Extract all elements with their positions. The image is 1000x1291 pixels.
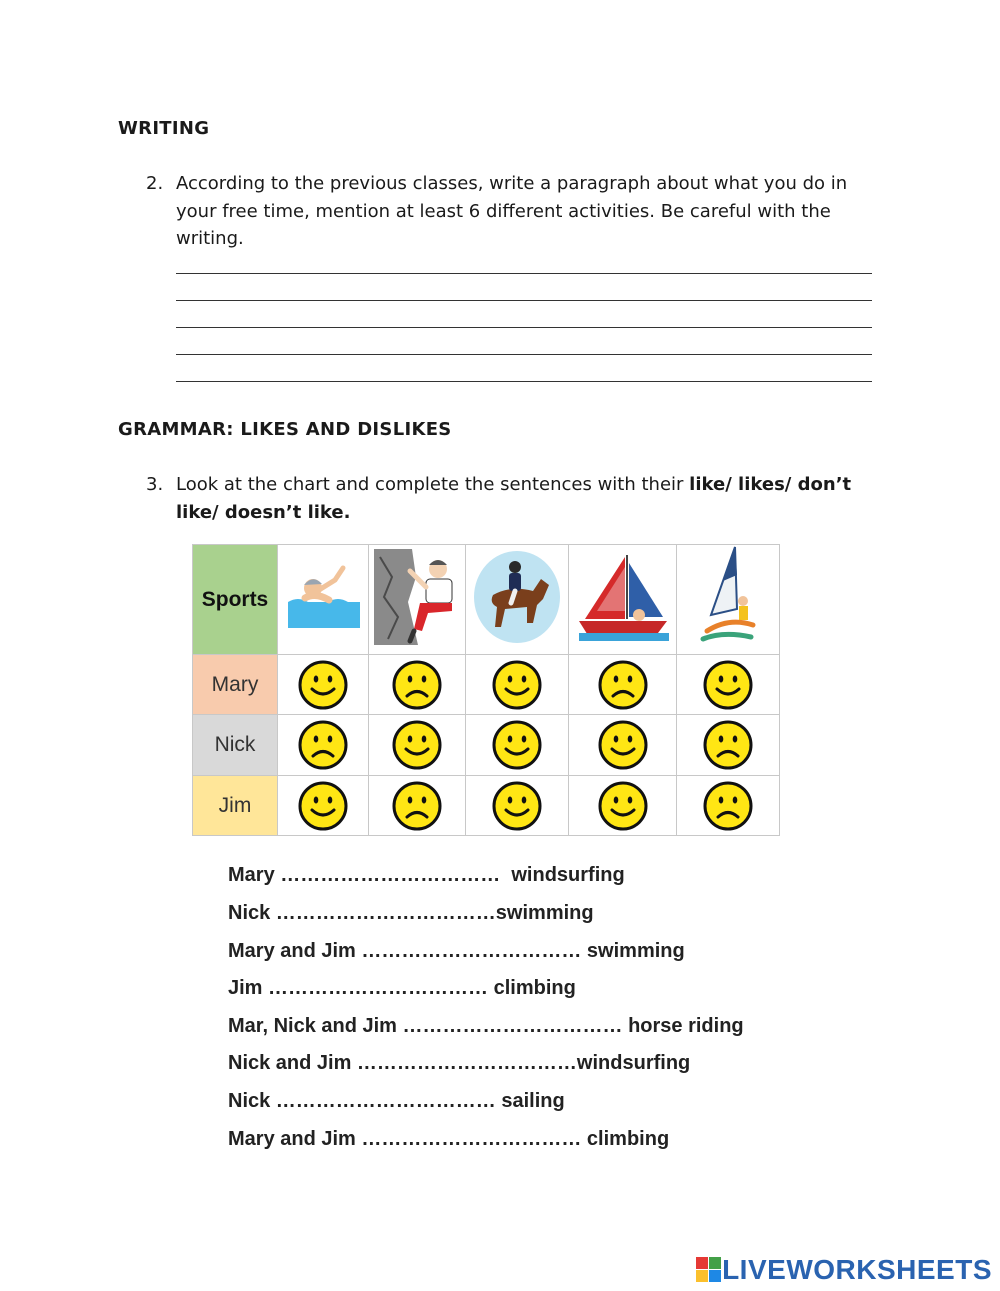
- sad-face-icon: [597, 659, 649, 711]
- happy-face-icon: [391, 719, 443, 771]
- writing-line[interactable]: [176, 381, 872, 382]
- sentence-5: Mar, Nick and Jim …………………………… horse riding: [228, 1015, 744, 1037]
- sentence-4: Jim …………………………… climbing: [228, 977, 576, 999]
- sad-face-icon: [391, 659, 443, 711]
- face-cell: [569, 776, 677, 836]
- face-cell: [369, 655, 466, 715]
- happy-face-icon: [491, 780, 543, 832]
- face-cell: [569, 715, 677, 776]
- logo-text: LIVEWORKSHEETS: [722, 1254, 992, 1285]
- face-cell: [278, 776, 369, 836]
- sentence-7: Nick …………………………… sailing: [228, 1090, 565, 1112]
- chart-row-nick: [193, 715, 780, 776]
- happy-face-icon: [702, 659, 754, 711]
- face-cell: [278, 715, 369, 776]
- chart-row-mary: [193, 655, 780, 715]
- climbing-cell: [369, 545, 466, 655]
- chart-header-row: [193, 545, 780, 655]
- writing-line[interactable]: [176, 273, 872, 274]
- happy-face-icon: [597, 780, 649, 832]
- face-cell: [369, 715, 466, 776]
- face-cell: [677, 715, 780, 776]
- sad-face-icon: [391, 780, 443, 832]
- sports-header: Sports: [193, 545, 278, 655]
- face-cell: [369, 776, 466, 836]
- row-name-mary: Mary: [193, 655, 278, 715]
- happy-face-icon: [597, 719, 649, 771]
- grammar-heading: GRAMMAR: LIKES AND DISLIKES: [118, 419, 452, 440]
- question-3-text-plain: Look at the chart and complete the sentences with their: [176, 474, 690, 495]
- question-2-text: According to the previous classes, write a paragraph about what you do in your free time, mention at least 6 different activities. Be careful with the writing.: [176, 173, 848, 249]
- writing-line[interactable]: [176, 327, 872, 328]
- sentence-6: Nick and Jim ……………………………windsurfing: [228, 1052, 691, 1074]
- writing-line[interactable]: [176, 300, 872, 301]
- windsurfing-icon: [693, 545, 763, 649]
- sad-face-icon: [702, 780, 754, 832]
- sentence-8: Mary and Jim …………………………… climbing: [228, 1128, 670, 1150]
- sailing-icon: [575, 549, 671, 645]
- sad-face-icon: [702, 719, 754, 771]
- face-cell: [677, 655, 780, 715]
- likes-chart: [192, 544, 780, 836]
- question-2-number: 2.: [146, 173, 164, 194]
- question-3-text: [176, 471, 866, 526]
- question-3-text-bold: like/ likes/ don’t like/ doesn’t like.: [176, 474, 852, 523]
- face-cell: [466, 715, 569, 776]
- chart-row-jim: [193, 776, 780, 836]
- face-cell: [569, 655, 677, 715]
- swimming-cell: [278, 545, 369, 655]
- sentence-2: Nick ……………………………swimming: [228, 902, 594, 924]
- writing-line[interactable]: [176, 354, 872, 355]
- windsurfing-cell: [677, 545, 780, 655]
- face-cell: [466, 776, 569, 836]
- question-3-number: 3.: [146, 474, 164, 495]
- happy-face-icon: [297, 780, 349, 832]
- swimming-icon: [283, 562, 363, 632]
- climbing-icon: [372, 547, 462, 647]
- writing-heading: WRITING: [118, 118, 210, 139]
- sad-face-icon: [297, 719, 349, 771]
- happy-face-icon: [491, 719, 543, 771]
- happy-face-icon: [491, 659, 543, 711]
- horse-riding-cell: [466, 545, 569, 655]
- row-name-nick: Nick: [193, 715, 278, 776]
- face-cell: [466, 655, 569, 715]
- face-cell: [278, 655, 369, 715]
- row-name-jim: Jim: [193, 776, 278, 836]
- horse-riding-icon: [471, 545, 563, 649]
- sentence-1: Mary …………………………… windsurfing: [228, 864, 625, 886]
- sentence-3: Mary and Jim …………………………… swimming: [228, 940, 685, 962]
- sailing-cell: [569, 545, 677, 655]
- happy-face-icon: [297, 659, 349, 711]
- face-cell: [677, 776, 780, 836]
- liveworksheets-logo[interactable]: [696, 1254, 992, 1286]
- logo-blocks-icon: [696, 1257, 722, 1283]
